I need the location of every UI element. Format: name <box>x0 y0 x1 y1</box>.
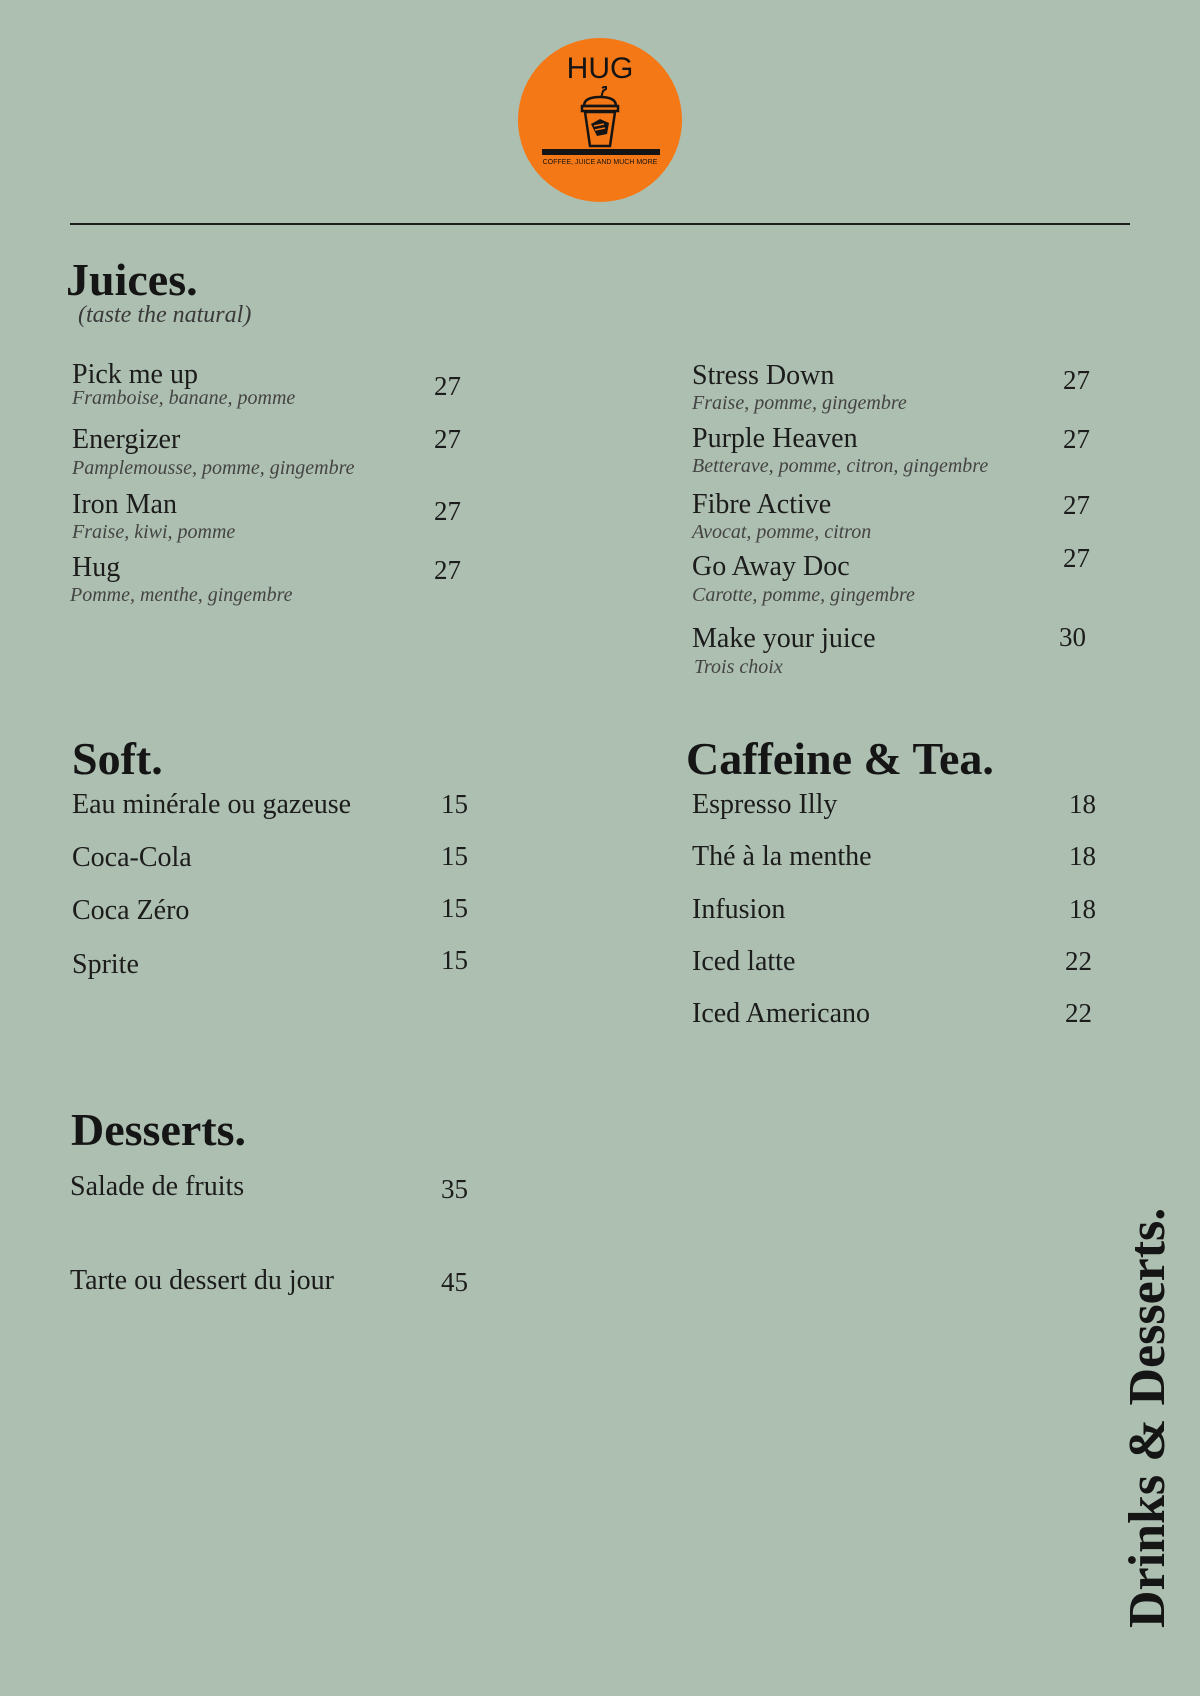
juice-name: Make your juice <box>692 623 876 654</box>
caffeine-item-price: 18 <box>1069 894 1096 924</box>
juice-name: Go Away Doc <box>692 551 850 582</box>
juice-price: 27 <box>434 424 461 454</box>
side-title-text: Drinks & Desserts. <box>1119 1207 1176 1628</box>
caffeine-item-price: 18 <box>1069 789 1096 819</box>
dessert-item-name: Tarte ou dessert du jour <box>70 1265 334 1296</box>
soft-title: Soft. <box>72 733 163 784</box>
juice-price: 27 <box>434 371 461 401</box>
soft-item-price: 15 <box>441 789 468 819</box>
caffeine-item-name: Thé à la menthe <box>692 841 872 872</box>
caffeine-item-price: 22 <box>1065 998 1092 1028</box>
side-title <box>1082 1207 1176 1628</box>
soft-item-name: Coca Zéro <box>72 895 190 926</box>
caffeine-item-price: 22 <box>1065 946 1092 976</box>
dessert-item-price: 35 <box>441 1174 468 1204</box>
juice-name: Hug <box>72 552 121 583</box>
soft-item-name: Coca-Cola <box>72 842 192 873</box>
juice-desc: Fraise, pomme, gingembre <box>692 392 907 414</box>
logo-name: HUG <box>566 52 634 85</box>
juice-price: 27 <box>1063 490 1090 520</box>
juices-title: Juices. <box>66 254 198 305</box>
caffeine-item-name: Infusion <box>692 894 786 925</box>
juice-name: Pick me up <box>72 359 198 390</box>
header-divider <box>70 223 1130 225</box>
desserts-title: Desserts. <box>71 1104 246 1155</box>
hug-logo <box>518 38 682 202</box>
caffeine-item-name: Iced latte <box>692 946 796 977</box>
caffeine-title: Caffeine & Tea. <box>686 733 994 784</box>
juice-name: Purple Heaven <box>692 423 858 454</box>
juice-name: Fibre Active <box>692 489 832 520</box>
soft-item-price: 15 <box>441 893 468 923</box>
juice-desc: Pomme, menthe, gingembre <box>70 584 293 606</box>
caffeine-item-name: Iced Americano <box>692 998 871 1029</box>
soft-item-name: Eau minérale ou gazeuse <box>72 789 352 820</box>
juice-name: Iron Man <box>72 489 177 520</box>
juice-name: Energizer <box>72 424 181 455</box>
logo-tagline: COFFEE, JUICE AND MUCH MORE <box>542 159 658 166</box>
juice-price: 27 <box>1063 543 1090 573</box>
juice-price: 27 <box>1063 365 1090 395</box>
juice-desc: Trois choix <box>694 656 783 678</box>
logo-bar <box>542 149 660 155</box>
soft-item-price: 15 <box>441 945 468 975</box>
soft-item-name: Sprite <box>72 949 139 980</box>
dessert-item-name: Salade de fruits <box>70 1171 245 1202</box>
juices-subtitle: (taste the natural) <box>78 302 252 328</box>
juice-desc: Avocat, pomme, citron <box>692 521 872 543</box>
caffeine-item-name: Espresso Illy <box>692 789 838 820</box>
soft-item-price: 15 <box>441 841 468 871</box>
juice-price: 27 <box>1063 424 1090 454</box>
juice-desc: Fraise, kiwi, pomme <box>72 521 236 543</box>
juice-name: Stress Down <box>692 360 835 391</box>
juice-cup-icon <box>576 86 624 148</box>
dessert-item-price: 45 <box>441 1267 468 1297</box>
juice-desc: Framboise, banane, pomme <box>72 387 296 409</box>
juice-desc: Betterave, pomme, citron, gingembre <box>692 455 989 477</box>
juice-price: 30 <box>1059 622 1086 652</box>
juice-price: 27 <box>434 555 461 585</box>
caffeine-item-price: 18 <box>1069 841 1096 871</box>
juice-price: 27 <box>434 496 461 526</box>
juice-desc: Pamplemousse, pomme, gingembre <box>72 457 355 479</box>
juice-desc: Carotte, pomme, gingembre <box>692 584 915 606</box>
